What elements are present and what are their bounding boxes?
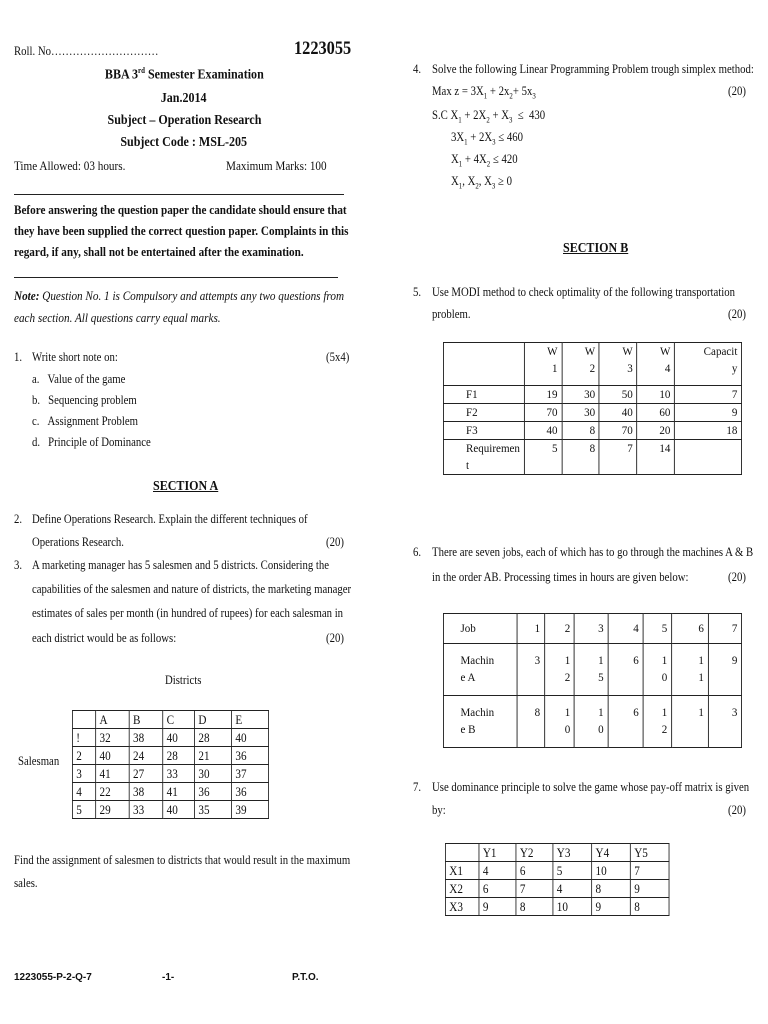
question-number: 7.	[413, 780, 422, 794]
table-header-cell: Y2	[516, 844, 553, 862]
divider	[14, 277, 338, 278]
table-cell: 30	[562, 404, 600, 422]
section-a-heading: SECTION A	[153, 479, 219, 494]
table-cell: 41	[96, 765, 130, 783]
note-line: Note: Question No. 1 is Compulsory and attempts any two questions from	[14, 288, 345, 303]
table-row	[72, 765, 268, 783]
table-cell: 1	[517, 614, 544, 644]
table-header-cell: C	[163, 711, 195, 729]
question-marks: (20)	[728, 803, 746, 817]
table-row	[445, 862, 669, 880]
question-text: Write short note on:	[32, 350, 118, 364]
table-cell: 24	[129, 747, 163, 765]
constraint: $3X_1 + 2X_3 \le 460$	[451, 130, 524, 147]
list-item: b. Sequencing problem	[32, 393, 137, 407]
table-cell: 4	[553, 880, 592, 898]
table-cell	[675, 440, 742, 475]
table-header-cell: B	[129, 711, 163, 729]
question-marks: (20)	[326, 631, 344, 645]
table-cell: 10	[553, 898, 592, 916]
warning-line: Before answering the question paper the candidate should ensure that	[14, 202, 347, 217]
table-cell: 30	[195, 765, 232, 783]
table-cell: 7	[599, 440, 637, 475]
question-marks: (20)	[728, 307, 746, 321]
table-cell: 70	[524, 404, 562, 422]
table-cell: 36	[232, 783, 269, 801]
table-cell: 3	[708, 696, 741, 748]
question-marks: (20)	[728, 570, 746, 584]
table-cell: 18	[675, 422, 742, 440]
question-text: Define Operations Research. Explain the different techniques of	[32, 512, 308, 526]
warning-line: regard, if any, shall not be entertained after the examination.	[14, 244, 304, 259]
table-row	[443, 404, 741, 422]
table-cell: !	[72, 729, 95, 747]
table-cell: 9	[630, 880, 669, 898]
table-cell: 5	[524, 440, 562, 475]
question-marks: (5x4)	[326, 350, 350, 364]
question-text: in the order AB. Processing times in hours are given below:	[432, 570, 689, 584]
table-cell: X3	[445, 898, 479, 916]
table-row	[443, 644, 741, 696]
table-cell: 27	[129, 765, 163, 783]
table-cell: 6	[608, 644, 643, 696]
question-number: 1.	[14, 350, 23, 364]
table-cell: 50	[599, 386, 637, 404]
constraint: $X_1$, $X_2$, $X_3 \ge 0$	[451, 174, 513, 191]
table-cell: X2	[445, 880, 479, 898]
table-cell: 40	[163, 729, 195, 747]
table-cell: 3	[72, 765, 95, 783]
question-number: 6.	[413, 545, 422, 559]
question-text: capabilities of the salesmen and nature of districts, the marketing manager	[32, 582, 352, 596]
table-cell: 10	[637, 386, 675, 404]
table-cell: 30	[562, 386, 600, 404]
section-b-heading: SECTION B	[563, 241, 629, 256]
table-cell: 40	[232, 729, 269, 747]
table-cell: 1 2	[643, 696, 672, 748]
table-cell: 10	[592, 862, 631, 880]
table-cell: 9	[479, 898, 516, 916]
table-cell: 8	[592, 880, 631, 898]
table-row	[72, 747, 268, 765]
sales-table	[72, 710, 269, 819]
table-cell: 33	[129, 801, 163, 819]
table-cell	[445, 844, 479, 862]
table-cell: 3	[574, 614, 607, 644]
time-allowed: Time Allowed: 03 hours.	[14, 158, 126, 173]
table-cell: 8	[562, 440, 600, 475]
question-marks: (20)	[326, 535, 344, 549]
list-item: c. Assignment Problem	[32, 414, 139, 428]
table-header-cell: W 3	[599, 343, 637, 386]
table-cell: Requiremen t	[443, 440, 524, 475]
table-cell: 4	[72, 783, 95, 801]
table-cell: 9	[675, 404, 742, 422]
question-text: There are seven jobs, each of which has to go through the machines A & B	[432, 545, 754, 559]
table-cell: 70	[599, 422, 637, 440]
table-cell: 37	[232, 765, 269, 783]
table-cell: 28	[195, 729, 232, 747]
table-cell: 5	[643, 614, 672, 644]
table-cell: 29	[96, 801, 130, 819]
table-cell: 7	[675, 386, 742, 404]
table-header-cell: D	[195, 711, 232, 729]
table-header-cell: W 1	[524, 343, 562, 386]
table-cell	[72, 711, 95, 729]
table-cell	[443, 343, 524, 386]
table-row	[72, 783, 268, 801]
question-number: 2.	[14, 512, 23, 526]
table-cell: F3	[443, 422, 524, 440]
table-cell: 1 0	[544, 696, 574, 748]
table-row	[443, 386, 741, 404]
question-text: Operations Research.	[32, 535, 124, 549]
table-cell: 1 0	[643, 644, 672, 696]
table-cell: 6	[479, 880, 516, 898]
table-cell: 6	[608, 696, 643, 748]
table-cell: 2	[72, 747, 95, 765]
table-cell: 8	[516, 898, 553, 916]
exam-title: BBA 3rd Semester Examination	[104, 66, 264, 83]
table-cell: 6	[516, 862, 553, 880]
table-row	[72, 801, 268, 819]
question-number: 3.	[14, 558, 23, 572]
table-row	[443, 422, 741, 440]
question-text: by:	[432, 803, 446, 817]
table-cell: 4	[608, 614, 643, 644]
question-marks: (20)	[728, 84, 746, 98]
table-cell: 40	[599, 404, 637, 422]
table-header-cell: W 2	[562, 343, 600, 386]
question-text: Use MODI method to check optimality of the following transportation	[432, 285, 736, 299]
table-header-cell: Y5	[630, 844, 669, 862]
table-cell: 19	[524, 386, 562, 404]
table-cell: 60	[637, 404, 675, 422]
table-cell: 3	[517, 644, 544, 696]
table-cell: X1	[445, 862, 479, 880]
list-item: a. Value of the game	[32, 372, 126, 386]
question-text: Find the assignment of salesmen to districts that would result in the maximum	[14, 853, 351, 867]
objective-function: Max $z = 3X_1 + 2x_2+ 5x_3$	[432, 84, 536, 101]
table-cell: 39	[232, 801, 269, 819]
question-text: problem.	[432, 307, 471, 321]
exam-date: Jan.2014	[161, 91, 207, 106]
table-cell: F1	[443, 386, 524, 404]
footer-paper-code: 1223055-P-2-Q-7	[14, 972, 92, 983]
subject-title: Subject – Operation Research	[107, 113, 261, 128]
table-cell: 38	[129, 729, 163, 747]
payoff-matrix	[445, 843, 669, 916]
table-cell: 7	[708, 614, 741, 644]
warning-line: they have been supplied the correct question paper. Complaints in this	[14, 223, 349, 238]
table-cell: Machin e A	[443, 644, 517, 696]
table-header-row	[445, 844, 669, 862]
table-row	[72, 729, 268, 747]
table-cell: 1 1	[671, 644, 708, 696]
table-cell: 6	[671, 614, 708, 644]
table-cell: 41	[163, 783, 195, 801]
table-row	[445, 880, 669, 898]
maximum-marks: Maximum Marks: 100	[226, 158, 327, 173]
question-text: Use dominance principle to solve the game whose pay-off matrix is given	[432, 780, 750, 794]
table-cell: 8	[517, 696, 544, 748]
table-cell: 1	[671, 696, 708, 748]
table-cell: F2	[443, 404, 524, 422]
table-cell: 7	[630, 862, 669, 880]
table-header-cell: Y3	[553, 844, 592, 862]
row-group-label: Salesman	[18, 754, 60, 768]
table-cell: 2	[544, 614, 574, 644]
question-number: 5.	[413, 285, 422, 299]
table-cell: 21	[195, 747, 232, 765]
constraint: S.C $X_1 + 2X_2 + X_3 \le 430$	[432, 108, 546, 125]
table-cell: 28	[163, 747, 195, 765]
table-row	[443, 696, 741, 748]
table-header-cell: E	[232, 711, 269, 729]
table-caption: Districts	[165, 673, 202, 687]
table-cell: 38	[129, 783, 163, 801]
table-cell: 9	[592, 898, 631, 916]
table-header-cell: Y4	[592, 844, 631, 862]
table-cell: 8	[562, 422, 600, 440]
table-header-cell: Capacit y	[675, 343, 742, 386]
table-cell: 32	[96, 729, 130, 747]
table-cell: 14	[637, 440, 675, 475]
question-text: estimates of sales per month (in hundred of rupees) for each salesman in	[32, 606, 344, 620]
table-header-cell: W 4	[637, 343, 675, 386]
table-cell: 4	[479, 862, 516, 880]
table-header-cell: A	[96, 711, 130, 729]
table-row	[443, 614, 741, 644]
table-row	[445, 898, 669, 916]
table-cell: 5	[553, 862, 592, 880]
paper-code: 1223055	[294, 38, 352, 59]
table-cell: 33	[163, 765, 195, 783]
question-text: A marketing manager has 5 salesmen and 5 districts. Considering the	[32, 558, 330, 572]
question-text: Solve the following Linear Programming Problem trough simplex method:	[432, 62, 754, 76]
table-cell: 36	[195, 783, 232, 801]
table-cell: 20	[637, 422, 675, 440]
footer-pto: P.T.O.	[292, 972, 319, 983]
table-cell: Machin e B	[443, 696, 517, 748]
table-cell: 40	[96, 747, 130, 765]
question-text: sales.	[14, 876, 38, 890]
table-cell: Job	[443, 614, 517, 644]
roll-number-label: Roll. No…………………………	[14, 44, 159, 58]
table-cell: 1 5	[574, 644, 607, 696]
question-number: 4.	[413, 62, 422, 76]
table-cell: 1 0	[574, 696, 607, 748]
question-text: each district would be as follows:	[32, 631, 177, 645]
table-header-cell: Y1	[479, 844, 516, 862]
subject-code: Subject Code : MSL-205	[120, 135, 248, 150]
table-header-row	[443, 343, 741, 386]
table-cell: 7	[516, 880, 553, 898]
jobs-table	[443, 613, 742, 748]
table-cell: 40	[524, 422, 562, 440]
table-cell: 9	[708, 644, 741, 696]
constraint: $X_1 + 4X_2 \le 420$	[451, 152, 518, 169]
table-cell: 40	[163, 801, 195, 819]
table-cell: 1 2	[544, 644, 574, 696]
table-cell: 22	[96, 783, 130, 801]
table-row	[443, 440, 741, 475]
table-cell: 8	[630, 898, 669, 916]
footer-page-number: -1-	[162, 972, 175, 983]
table-header-row	[72, 711, 268, 729]
transportation-table	[443, 342, 742, 475]
table-cell: 5	[72, 801, 95, 819]
table-cell: 35	[195, 801, 232, 819]
table-cell: 36	[232, 747, 269, 765]
divider	[14, 194, 344, 195]
note-line: each section. All questions carry equal marks.	[14, 310, 221, 325]
list-item: d. Principle of Dominance	[32, 435, 151, 449]
